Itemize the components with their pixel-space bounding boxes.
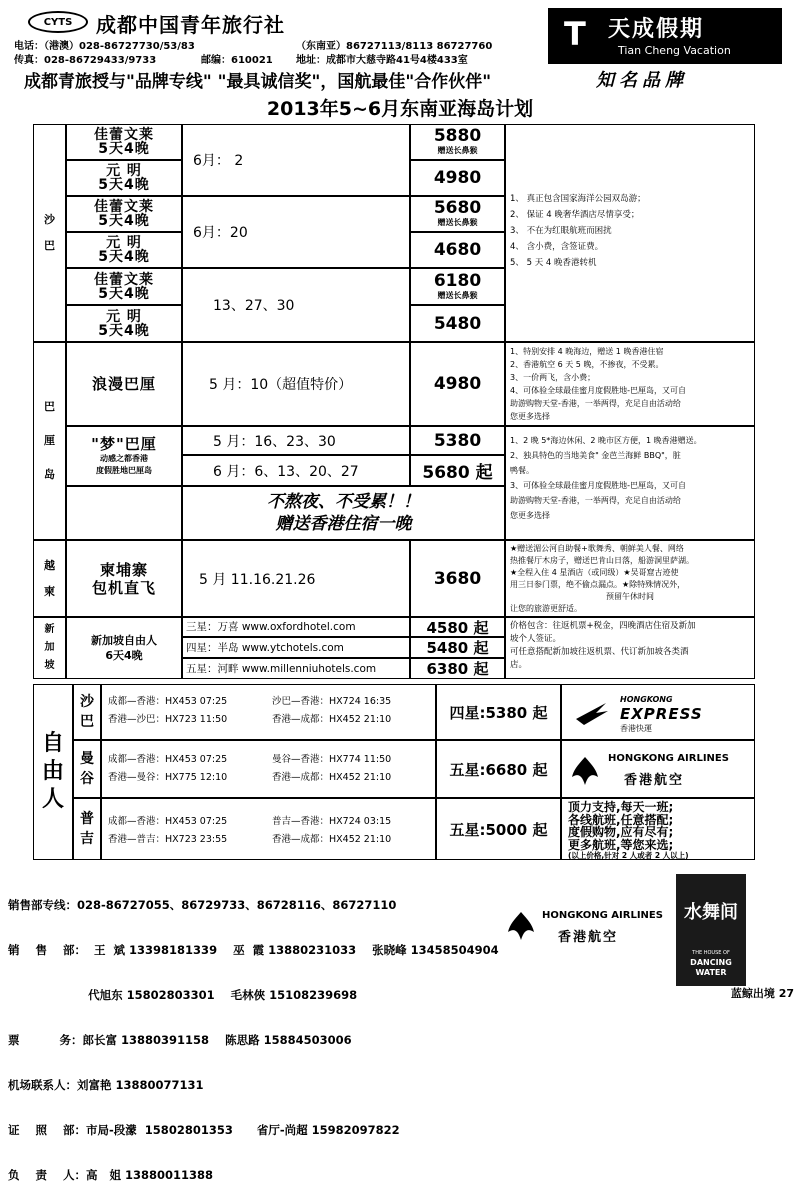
hk-airlines-logo-bottom: HONGKONG AIRLINES 香港航空 (502, 906, 674, 948)
sales-info: 销售部专线：028-86727055、86729733、86728116、86727110 销 售 部： 王 斌 13398181339 巫 霞 13880231033 张晓峰 13458504904 代旭东 15802803301 毛林俠 15108239698 票 务：郎长富 13880391158 陈思路 15884503006 机场联系人：刘富艳 13880077131 证 照 部：市局-段濛 15802801353 省厅-尚超 15982097822 负 责 人：高 姐 13880011388 (8, 898, 499, 1182)
singapore-hotel-3star: 三星：万喜 www.oxfordhotel.com (182, 617, 410, 637)
postcode: 邮编：610021 (201, 55, 273, 66)
singapore-price-3: 6380 起 (410, 658, 505, 679)
slogan: 成都青旅授与"品牌专线" "最具诚信奖"，国航最佳"合作伙伴" (24, 72, 492, 92)
sabah-price-6: 5480 (410, 305, 505, 342)
header (6, 5, 546, 95)
bali-notes-2: 1、2 晚 5*海边休闲、2 晚市区方便，1 晚香港赠送。 2、独具特色的当地美食" 金芭兰海鲜 BBQ"，脏 鸭餐。 3、可体验全球最佳蜜月度假胜地-巴厘岛，又可自 助游购物天堂-香港，一举两得，充足自由活动给 您更多选择 (505, 426, 755, 540)
cambodia-price: 3680 (410, 540, 505, 617)
singapore-price-1: 4580 起 (410, 617, 505, 637)
cambodia-label: 越 柬 (33, 540, 66, 617)
sabah-price-1: 5880 赠送长鼻猴 (410, 124, 505, 160)
singapore-price-2: 5480 起 (410, 637, 505, 658)
fax: 传真：028-86729433/9733 (14, 55, 157, 66)
cambodia-date: 5 月 11.16.21.26 (182, 540, 410, 617)
bali-price-2: 5380 (410, 426, 505, 455)
bali-notes-1: 1、特别安排 4 晚海边，赠送 1 晚香港住宿 2、香港航空 6 天 5 晚，不掺夜，不受累。 3、一价两飞，含小费； 4、可体验全球最佳蜜月度假胜地-巴厘岛，又可自 助游购物天堂-香港，一举两得，充足自由活动给 您更多选择 (505, 342, 755, 426)
sabah-date-2: 6月：20 (182, 196, 410, 268)
free-sabah-flights: 成都—香港：HX453 07:25 沙巴—香港：HX724 16:35 香港—沙巴：HX723 11:50 香港—成都：HX452 21:10 (101, 684, 436, 740)
free-phuket-price: 五星:5000 起 (436, 798, 561, 860)
sabah-hotel-3: 佳蕾文莱 5天4晚 (66, 196, 182, 232)
free-promo: 顶力支持,每天一班; 各线航班,任意搭配; 度假购物,应有尽有; 更多航班,等您来选; (以上价格,针对 2 人或者 2 人以上) (561, 798, 755, 860)
bali-slogan: 不熬夜、不受累！！ 赠送香港住宿一晚 (182, 486, 505, 540)
sabah-price-3: 5680 赠送长鼻猴 (410, 196, 505, 232)
tiancheng-logo: T 天成假期 Tian Cheng Vacation (548, 8, 782, 64)
singapore-name: 新加坡自由人 6天4晚 (66, 617, 182, 679)
bali-date-2: 5 月：16、23、30 (182, 426, 410, 455)
cyts-logo: CYTS (28, 11, 88, 33)
sabah-hotel-4: 元 明 5天4晚 (66, 232, 182, 268)
bali-romantic: 浪漫巴厘 (66, 342, 182, 426)
brand-en: Tian Cheng Vacation (618, 44, 731, 57)
cambodia-notes: ★赠送湄公河自助餐+歌舞秀、朝鲜美人餐、网络 热推餐厅木房子，赠送巴肯山日落，船游洞里萨湖。 ★全程入住 4 星酒店（或同级）★吴哥窟古迹使 用三日参门票，绝不偷点漏点。★除特殊情况外， 预留午休时间 让您的旅游更舒适。 (505, 540, 755, 617)
free-bangkok-price: 五星:6680 起 (436, 740, 561, 798)
free-phuket-flights: 成都—香港：HX453 07:25 普吉—香港：HX724 03:15 香港—普吉：HX723 23:55 香港—成都：HX452 21:10 (101, 798, 436, 860)
bali-date-1: 5 月：10（超值特价） (182, 342, 410, 426)
bauhinia-icon (506, 910, 536, 944)
phone-line-2: （东南亚）86727113/8113 86727760 (296, 41, 493, 52)
singapore-notes: 价格包含：往返机票+税金，四晚酒店住宿及新加 坡个人签证。 可任意搭配新加坡往返机票、代订新加坡各类酒 店。 (505, 617, 755, 679)
page-footer: 蓝鲸出境 27 (730, 987, 794, 1000)
singapore-hotel-4star: 四星：半岛 www.ytchotels.com (182, 637, 410, 658)
singapore-hotel-5star: 五星：河畔 www.millenniuhotels.com (182, 658, 410, 679)
hk-express-wing-icon (574, 699, 608, 727)
bali-dream: "梦"巴厘 动感之都香港 度假胜地巴厘岛 (66, 426, 182, 486)
sabah-price-4: 4680 (410, 232, 505, 268)
hk-express-logo: HONGKONG EXPRESS 香港快運 (561, 684, 755, 740)
sabah-hotel-1: 佳蕾文莱 5天4晚 (66, 124, 182, 160)
sabah-price-5: 6180 赠送长鼻猴 (410, 268, 505, 305)
bali-price-1: 4980 (410, 342, 505, 426)
dancing-water-logo: 水舞间 THE HOUSE OF DANCING WATER (676, 874, 746, 986)
brand-cn: 天成假期 (608, 17, 705, 42)
cambodia-name: 柬埔寨 包机直飞 (66, 540, 182, 617)
page-title: 2013年5~6月东南亚海岛计划 (266, 98, 534, 120)
bali-date-3: 6 月：6、13、20、27 (182, 455, 410, 486)
singapore-label: 新 加 坡 (33, 617, 66, 679)
sabah-label: 沙 巴 (33, 124, 66, 342)
address: 地址：成都市大慈寺路41号4楼433室 (296, 55, 468, 66)
sabah-hotel-2: 元 明 5天4晚 (66, 160, 182, 196)
bali-price-3: 5680 起 (410, 455, 505, 486)
sabah-date-3: 13、27、30 (182, 268, 410, 342)
sabah-price-2: 4980 (410, 160, 505, 196)
free-phuket: 普 吉 (73, 798, 101, 860)
free-sabah: 沙 巴 (73, 684, 101, 740)
sabah-hotel-5: 佳蕾文莱 5天4晚 (66, 268, 182, 305)
bauhinia-icon (570, 755, 600, 787)
bali-empty (66, 486, 182, 540)
free-bangkok: 曼 谷 (73, 740, 101, 798)
free-sabah-price: 四星:5380 起 (436, 684, 561, 740)
sabah-date-1: 6月： 2 (182, 124, 410, 196)
sabah-hotel-6: 元 明 5天4晚 (66, 305, 182, 342)
brand-tag: 知名品牌 (596, 70, 688, 91)
phone-line-1: 电话：（港澳）028-86727730/53/83 (14, 41, 195, 52)
bali-label: 巴 厘 岛 (33, 342, 66, 540)
hk-airlines-logo: HONGKONG AIRLINES 香港航空 (561, 740, 755, 798)
agency-name: 成都中国青年旅行社 (96, 13, 285, 37)
free-bangkok-flights: 成都—香港：HX453 07:25 曼谷—香港：HX774 11:50 香港—曼谷：HX775 12:10 香港—成都：HX452 21:10 (101, 740, 436, 798)
free-label: 自 由 人 (33, 684, 73, 860)
sabah-notes: 1、 真正包含国家海洋公园双岛游； 2、 保证 4 晚奢华酒店尽情享受； 3、 不在为红眼航班而困扰 4、 含小费，含签证费。 5、 5 天 4 晚香港转机 (505, 124, 755, 342)
